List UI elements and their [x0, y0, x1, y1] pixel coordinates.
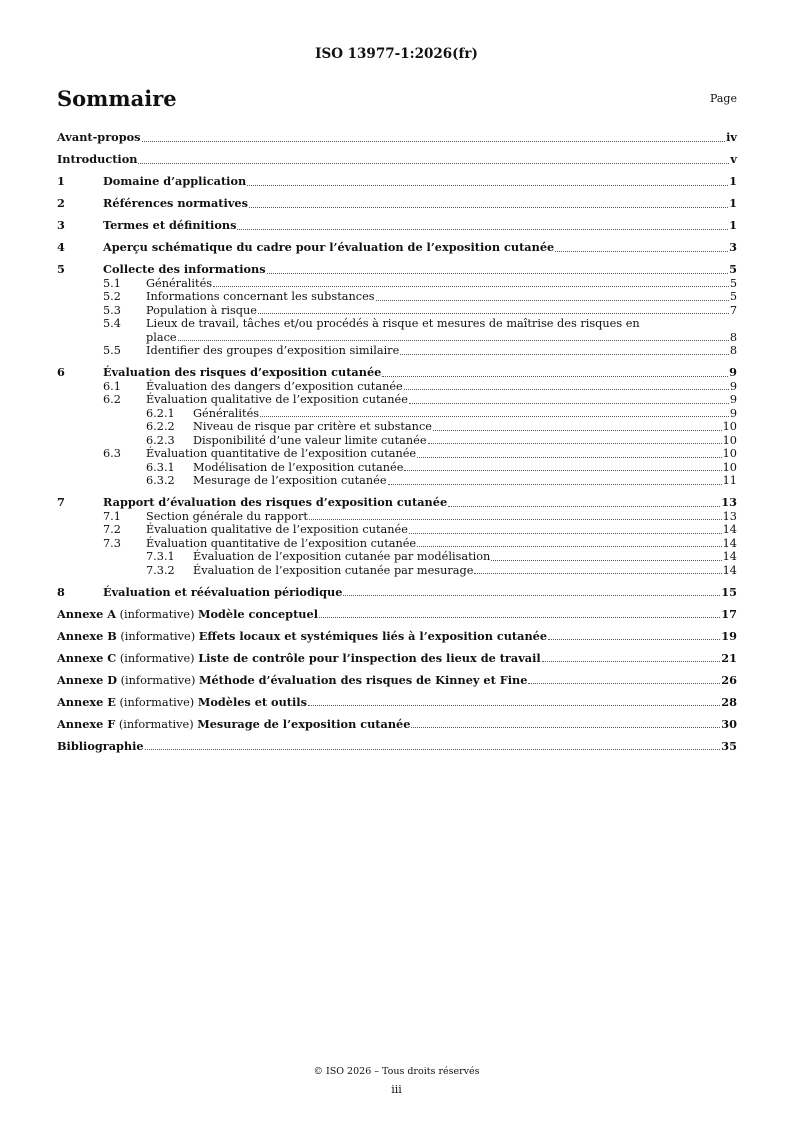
toc-entry-3[interactable]: 3 Termes et définitions 1 — [57, 218, 737, 232]
toc-entry-annex-e[interactable]: Annexe E (informative) Modèles et outils 28 — [57, 694, 737, 709]
toc-entry-1[interactable]: 1 Domaine d’application 1 — [57, 174, 737, 188]
toc-entry-annex-b[interactable]: Annexe B (informative) Effets locaux et systémiques liés à l’exposition cutanée 19 — [57, 628, 737, 643]
toc-entry-5-4[interactable]: 5.4 Lieux de travail, tâches et/ou procédés à risque et mesures de maîtrise des risques en — [103, 317, 640, 330]
toc-entry-introduction[interactable]: Introduction v — [57, 152, 737, 166]
toc-entry-8[interactable]: 8 Évaluation et réévaluation périodique 15 — [57, 584, 737, 599]
toc-entry-5-1[interactable]: 5.1 Généralités 5 — [103, 276, 737, 290]
toc-entry-5-3[interactable]: 5.3 Population à risque 7 — [103, 303, 737, 317]
copyright-footer: © ISO 2026 – Tous droits réservés — [313, 1066, 480, 1077]
page-title: Sommaire — [57, 86, 177, 111]
toc-entry-6-3-1[interactable]: 6.3.1 Modélisation de l’exposition cutanée 10 — [146, 460, 737, 474]
toc-entry-7-2[interactable]: 7.2 Évaluation qualitative de l’exposition cutanée 14 — [103, 523, 737, 536]
toc-entry-7-3[interactable]: 7.3 Évaluation quantitative de l’exposition cutanée 14 — [103, 536, 737, 550]
toc-entry-6-2-2[interactable]: 6.2.2 Niveau de risque par critère et substance 10 — [146, 420, 737, 433]
table-of-contents — [57, 131, 737, 753]
toc-entry-6-3-2[interactable]: 6.3.2 Mesurage de l’exposition cutanée 11 — [146, 474, 737, 487]
toc-entry-7-3-2[interactable]: 7.3.2 Évaluation de l’exposition cutanée par mesurage 14 — [146, 563, 737, 577]
toc-entry-4[interactable]: 4 Aperçu schématique du cadre pour l’évaluation de l’exposition cutanée 3 — [57, 240, 737, 254]
page-number: iii — [391, 1083, 402, 1096]
toc-entry-avant-propos[interactable]: Avant-propos iv — [57, 130, 737, 144]
toc-entry-5[interactable]: 5 Collecte des informations 5 — [57, 262, 737, 276]
title-row — [57, 86, 737, 116]
toc-entry-6-1[interactable]: 6.1 Évaluation des dangers d’exposition cutanée 9 — [103, 379, 737, 393]
toc-entry-6-2-3[interactable]: 6.2.3 Disponibilité d’une valeur limite cutanée 10 — [146, 433, 737, 447]
toc-entry-annex-d[interactable]: Annexe D (informative) Méthode d’évaluation des risques de Kinney et Fine 26 — [57, 672, 737, 687]
toc-entry-5-4-continued[interactable]: place 8 — [146, 330, 737, 344]
toc-entry-7-3-1[interactable]: 7.3.1 Évaluation de l’exposition cutanée par modélisation 14 — [146, 550, 737, 563]
toc-entry-2[interactable]: 2 Références normatives 1 — [57, 196, 737, 210]
toc-entry-6-2[interactable]: 6.2 Évaluation qualitative de l’exposition cutanée 9 — [103, 393, 737, 406]
document-id: ISO 13977-1:2026(fr) — [315, 46, 478, 62]
toc-entry-annex-a[interactable]: Annexe A (informative) Modèle conceptuel 17 — [57, 606, 737, 621]
toc-entry-7[interactable]: 7 Rapport d’évaluation des risques d’exposition cutanée 13 — [57, 495, 737, 509]
toc-entry-bibliographie[interactable]: Bibliographie 35 — [57, 738, 737, 753]
toc-entry-annex-f[interactable]: Annexe F (informative) Mesurage de l’exposition cutanée 30 — [57, 716, 737, 731]
toc-entry-6-2-1[interactable]: 6.2.1 Généralités 9 — [146, 406, 737, 420]
toc-entry-annex-c[interactable]: Annexe C (informative) Liste de contrôle pour l’inspection des lieux de travail 21 — [57, 650, 737, 665]
toc-entry-6[interactable]: 6 Évaluation des risques d’exposition cutanée 9 — [57, 365, 737, 379]
toc-entry-5-5[interactable]: 5.5 Identifier des groupes d’exposition similaire 8 — [103, 344, 737, 357]
page-column-label: Page — [709, 92, 737, 105]
toc-entry-6-3[interactable]: 6.3 Évaluation quantitative de l’exposition cutanée 10 — [103, 447, 737, 460]
toc-entry-7-1[interactable]: 7.1 Section générale du rapport 13 — [103, 509, 737, 523]
toc-entry-5-2[interactable]: 5.2 Informations concernant les substances 5 — [103, 290, 737, 303]
